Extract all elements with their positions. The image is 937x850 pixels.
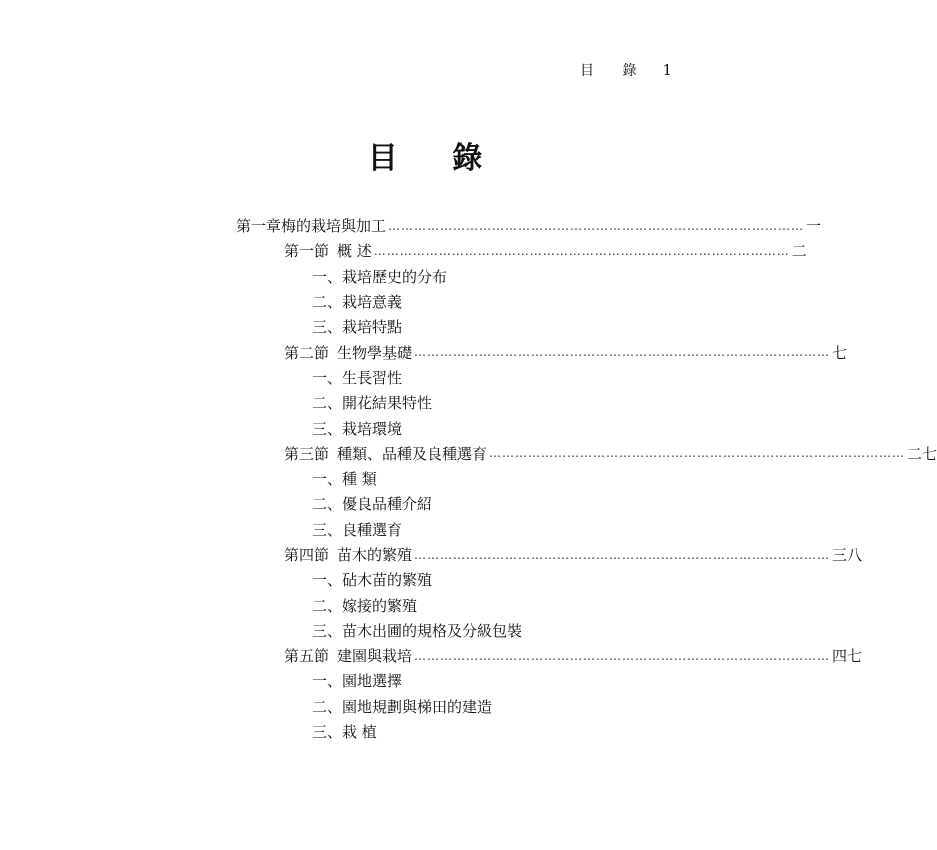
toc-page-number: 七 (832, 343, 848, 362)
running-title: 目 錄 (580, 63, 649, 79)
toc-subsection (236, 264, 658, 289)
toc-number: 第二節 (284, 343, 330, 362)
toc-number: 一、 (312, 267, 343, 286)
toc-title: 砧木苗的繁殖 (342, 571, 433, 590)
toc-title: 栽培環境 (342, 419, 403, 438)
toc-title: 栽 植 (342, 723, 377, 742)
toc-subsection (236, 365, 658, 390)
toc-page-number: 四七 (832, 647, 863, 666)
toc-section (236, 542, 863, 567)
toc-leader-dots: …………………………………………………………………………………… (414, 345, 831, 360)
toc-number: 三、 (312, 520, 343, 539)
toc-subsection (236, 415, 658, 440)
toc-page-number: 二七 (907, 444, 937, 463)
toc-title: 苗木的繁殖 (337, 546, 413, 564)
toc-title: 栽培意義 (342, 293, 403, 312)
table-of-contents (236, 213, 937, 744)
toc-number: 三、 (312, 621, 343, 640)
toc-number: 二、 (312, 394, 343, 413)
toc-subsection (236, 491, 658, 516)
toc-subsection (236, 719, 658, 744)
toc-number: 第五節 (284, 647, 330, 666)
toc-number: 第四節 (284, 546, 330, 564)
toc-number: 一、 (312, 368, 343, 387)
toc-leader-dots: …………………………………………………………………………………… (388, 218, 805, 233)
toc-title: 種類、品種及良種選育 (337, 444, 488, 463)
toc-subsection (236, 466, 658, 491)
toc-page-number: 二 (791, 242, 807, 261)
toc-subsection (236, 668, 658, 693)
toc-section (236, 441, 937, 466)
toc-title: 建園與栽培 (337, 647, 413, 666)
toc-number: 第一章 (236, 217, 282, 236)
toc-chapter (236, 213, 822, 238)
toc-number: 一、 (312, 571, 343, 590)
toc-subsection (236, 314, 658, 339)
toc-number: 三、 (312, 723, 343, 742)
toc-number: 第三節 (284, 444, 330, 463)
toc-title: 栽培歷史的分布 (342, 267, 448, 286)
toc-title: 開花結果特性 (342, 394, 433, 413)
page-number: 1 (662, 61, 672, 79)
toc-subsection (236, 567, 658, 592)
toc-leader-dots: …………………………………………………………………………………… (414, 547, 831, 562)
toc-section (236, 238, 807, 263)
toc-title: 嫁接的繁殖 (342, 596, 418, 615)
running-header (580, 60, 672, 80)
toc-title: 優良品種介紹 (342, 495, 433, 514)
toc-section (236, 339, 848, 364)
toc-leader-dots: …………………………………………………………………………………… (414, 648, 831, 663)
toc-title: 栽培特點 (342, 318, 403, 337)
toc-title: 種 類 (342, 470, 377, 489)
toc-number: 二、 (312, 697, 343, 716)
toc-page-number: 一 (806, 217, 822, 236)
toc-subsection (236, 390, 658, 415)
toc-title: 園地規劃與梯田的建造 (342, 697, 493, 716)
toc-number: 第一節 (284, 242, 330, 261)
toc-title: 苗木出圃的規格及分級包裝 (342, 621, 523, 640)
toc-title: 生長習性 (342, 368, 403, 387)
toc-number: 二、 (312, 596, 343, 615)
toc-title: 梅的栽培與加工 (281, 217, 387, 236)
toc-leader-dots: …………………………………………………………………………………… (489, 446, 906, 461)
toc-subsection (236, 694, 658, 719)
toc-subsection (236, 517, 658, 542)
toc-subsection (236, 618, 658, 643)
toc-subsection (236, 289, 658, 314)
toc-number: 三、 (312, 318, 343, 337)
page-title: 目 錄 (367, 141, 505, 176)
toc-number: 二、 (312, 293, 343, 312)
toc-subsection (236, 592, 658, 617)
toc-leader-dots: …………………………………………………………………………………… (373, 243, 790, 258)
toc-section (236, 643, 863, 668)
toc-number: 一、 (312, 672, 343, 691)
toc-title: 良種選育 (342, 520, 403, 539)
toc-page-number: 三八 (832, 546, 863, 564)
toc-title: 生物學基礎 (337, 343, 413, 362)
toc-number: 三、 (312, 419, 343, 438)
toc-number: 二、 (312, 495, 343, 514)
toc-title: 概 述 (337, 242, 372, 261)
toc-number: 一、 (312, 470, 343, 489)
toc-title: 園地選擇 (342, 672, 403, 691)
